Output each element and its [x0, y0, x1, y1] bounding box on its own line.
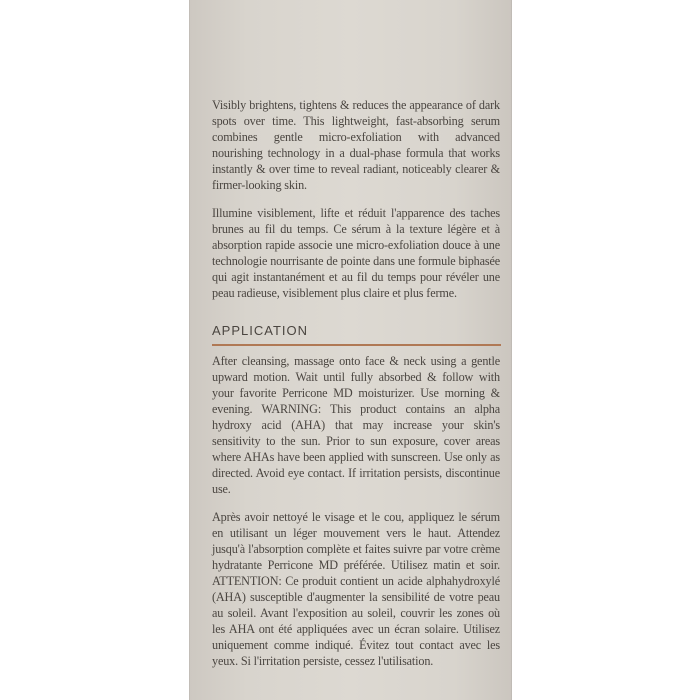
description-french: Illumine visiblement, lifte et réduit l'apparence des taches brunes au fil du temps. Ce sérum à la texture légère et à absorption rapide associe une micro-exfoliation douce à une technologie nourrisante de pointe dans une formule biphasée qui agit instantanément et au fil du temps pour révéler une peau radieuse, visiblement plus claire et plus ferme.	[212, 206, 500, 300]
application-heading: APPLICATION	[212, 323, 309, 338]
carton-text-block	[212, 97, 500, 669]
description-english: Visibly brightens, tightens & reduces the appearance of dark spots over time. This lightweight, fast-absorbing serum combines gentle micro-exfoliation with advanced nourishing technology in a dual-phase formula that works instantly & over time to reveal radiant, noticeably clearer & firmer-looking skin.	[212, 98, 500, 192]
application-french: Après avoir nettoyé le visage et le cou, appliquez le sérum en utilisant un léger mouvement vers le haut. Attendez jusqu'à l'absorption complète et faites suivre par votre crème hydratante Perricone MD préférée. Utilisez matin et soir. ATTENTION: Ce produit contient un acide alphahydroxylé (AHA) susceptible d'augmenter la sensibilité de votre peau au soleil. Avant l'exposition au soleil, couvrir les zones où les AHA ont été appliquées avec un écran solaire. Utilisez uniquement comme indiqué. Évitez tout contact avec les yeux. Si l'irritation persiste, cessez l'utilisation.	[212, 510, 500, 668]
application-english: After cleansing, massage onto face & neck using a gentle upward motion. Wait until fully absorbed & follow with your favorite Perricone MD moisturizer. Use morning & evening. WARNING: This product contains an alpha hydroxy acid (AHA) that may increase your skin's sensitivity to the sun. Prior to sun exposure, cover areas where AHAs have been applied with sunscreen. Use only as directed. Avoid eye contact. If irritation persists, discontinue use.	[212, 354, 500, 496]
heading-divider	[212, 344, 501, 346]
